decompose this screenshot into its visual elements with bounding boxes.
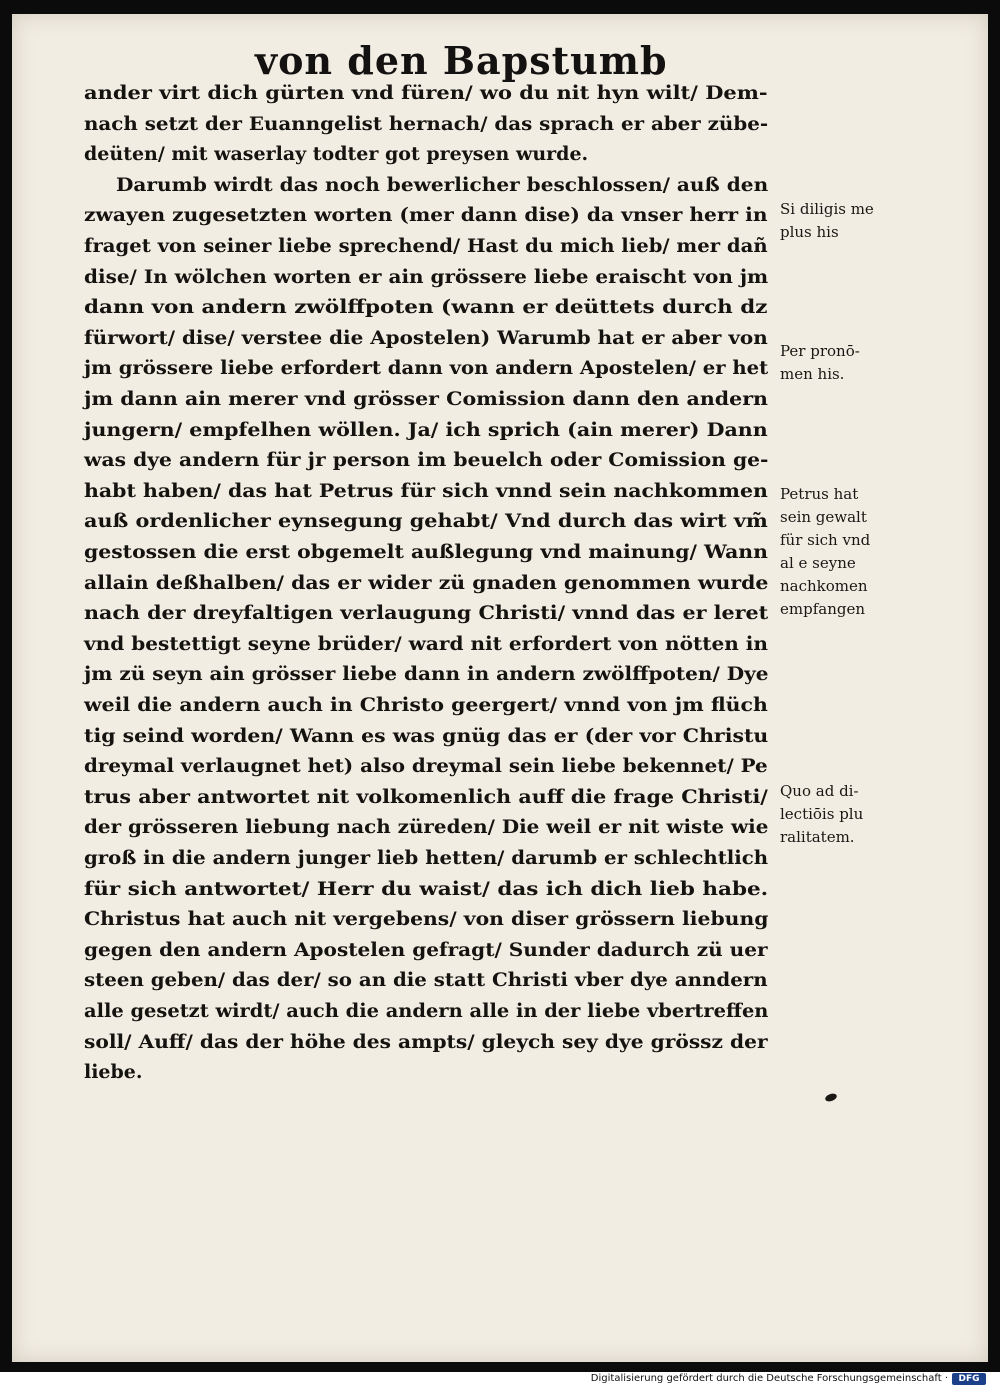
margin-note-line: sein gewalt bbox=[780, 508, 867, 526]
text-line: nach setzt der Euanngelist hernach/ das sprach er aber zübe- bbox=[84, 112, 769, 135]
text-line: allain deßhalben/ das er wider zü gnaden genommen wurde bbox=[84, 571, 769, 594]
text-line: nach der dreyfaltigen verlaugung Christi/ vnnd das er leret bbox=[84, 602, 769, 625]
text-line: vnd bestettigt seyne brüder/ ward nit erfordert von nötten in bbox=[84, 632, 769, 655]
margin-note bbox=[780, 780, 863, 849]
text-line: der grösseren liebung nach züreden/ Die weil er nit wiste wie bbox=[84, 816, 769, 839]
text-line: jm grössere liebe erfordert dann von andern Apostelen/ er het bbox=[84, 357, 769, 380]
margin-note-line: Quo ad di- bbox=[780, 782, 859, 800]
margin-note bbox=[780, 483, 870, 621]
text-line: zwayen zugesetzten worten (mer dann dise) da vnser herr in bbox=[84, 204, 768, 227]
text-line: soll/ Auff/ das der höhe des ampts/ gleych sey dye grössz der bbox=[84, 1030, 768, 1053]
text-line: dann von andern zwölffpoten (wann er deüttets durch dz bbox=[84, 296, 768, 319]
margin-note-line: Per pronō- bbox=[780, 342, 860, 360]
margin-note-line: lectiōis plu bbox=[780, 805, 864, 823]
text-line: liebe. bbox=[84, 1061, 143, 1084]
margin-note-line: ralitatem. bbox=[780, 828, 855, 846]
text-line: fraget von seiner liebe sprechend/ Hast du mich lieb/ mer dañ bbox=[84, 235, 768, 257]
funding-credit: Digitalisierung gefördert durch die Deutsche Forschungsgemeinschaft · bbox=[590, 1373, 948, 1384]
text-line: Christus hat auch nit vergebens/ von diser grössern liebung bbox=[84, 908, 769, 931]
text-line: gestossen die erst obgemelt außlegung vnd mainung/ Wann bbox=[84, 541, 768, 563]
margin-note-line: Petrus hat bbox=[780, 485, 859, 503]
text-line: alle gesetzt wirdt/ auch die andern alle in der liebe vbertreffen bbox=[84, 1000, 769, 1022]
text-line: weil die andern auch in Christo geergert/ vnnd von jm flüch bbox=[84, 694, 768, 716]
margin-note bbox=[780, 198, 874, 244]
text-line: jungern/ empfelhen wöllen. Ja/ ich sprich (ain merer) Dann bbox=[84, 418, 768, 441]
margin-note-line: men his. bbox=[780, 365, 845, 383]
margin-note-line: al e seyne bbox=[780, 554, 856, 572]
text-line: ander virt dich gürten vnd füren/ wo du nit hyn wilt/ Dem- bbox=[84, 82, 768, 104]
margin-note bbox=[780, 340, 860, 386]
text-line: steen geben/ das der/ so an die statt Christi vber dye anndern bbox=[84, 969, 768, 992]
text-line: gegen den andern Apostelen gefragt/ Sunder dadurch zü uer bbox=[84, 938, 768, 961]
text-line: groß in die andern junger lieb hetten/ darumb er schlechtlich bbox=[84, 847, 769, 869]
text-line: Darumb wirdt das noch bewerlicher beschlossen/ auß den bbox=[116, 173, 769, 196]
text-line: jm dann ain merer vnd grösser Comission dann den andern bbox=[84, 388, 768, 410]
text-line: trus aber antwortet nit volkomenlich auff die frage Christi/ bbox=[84, 785, 768, 808]
text-line: auß ordenlicher eynsegung gehabt/ Vnd durch das wirt vm̃ bbox=[84, 510, 768, 533]
text-line: jm zü seyn ain grösser liebe dann in andern zwölffpoten/ Dye bbox=[84, 663, 769, 686]
margin-note-line: plus his bbox=[780, 223, 839, 241]
footer-bar bbox=[0, 1372, 1000, 1386]
text-line: was dye andern für jr person im beuelch oder Comission ge- bbox=[84, 449, 769, 472]
text-line: tig seind worden/ Wann es was gnüg das er (der vor Christu bbox=[84, 724, 769, 747]
margin-note-line: nachkomen bbox=[780, 577, 868, 595]
margin-note-line: Si diligis me bbox=[780, 200, 874, 218]
text-line: fürwort/ dise/ verstee die Apostelen) Warumb hat er aber von bbox=[84, 326, 768, 349]
margin-note-line: empfangen bbox=[780, 600, 865, 618]
margin-note-line: für sich vnd bbox=[780, 531, 871, 549]
text-line: dreymal verlaugnet het) also dreymal sein liebe bekennet/ Pe bbox=[84, 755, 768, 778]
text-line: habt haben/ das hat Petrus für sich vnnd sein nachkommen bbox=[84, 479, 768, 502]
running-head: von den Bapstumb bbox=[255, 38, 668, 83]
text-line: dise/ In wölchen worten er ain grössere liebe eraischt von jm bbox=[84, 265, 769, 288]
text-line: für sich antwortet/ Herr du waist/ das ich dich lieb habe. bbox=[84, 877, 769, 900]
dfg-logo: DFG bbox=[952, 1373, 986, 1385]
text-line: deüten/ mit waserlay todter got preysen wurde. bbox=[84, 143, 589, 166]
